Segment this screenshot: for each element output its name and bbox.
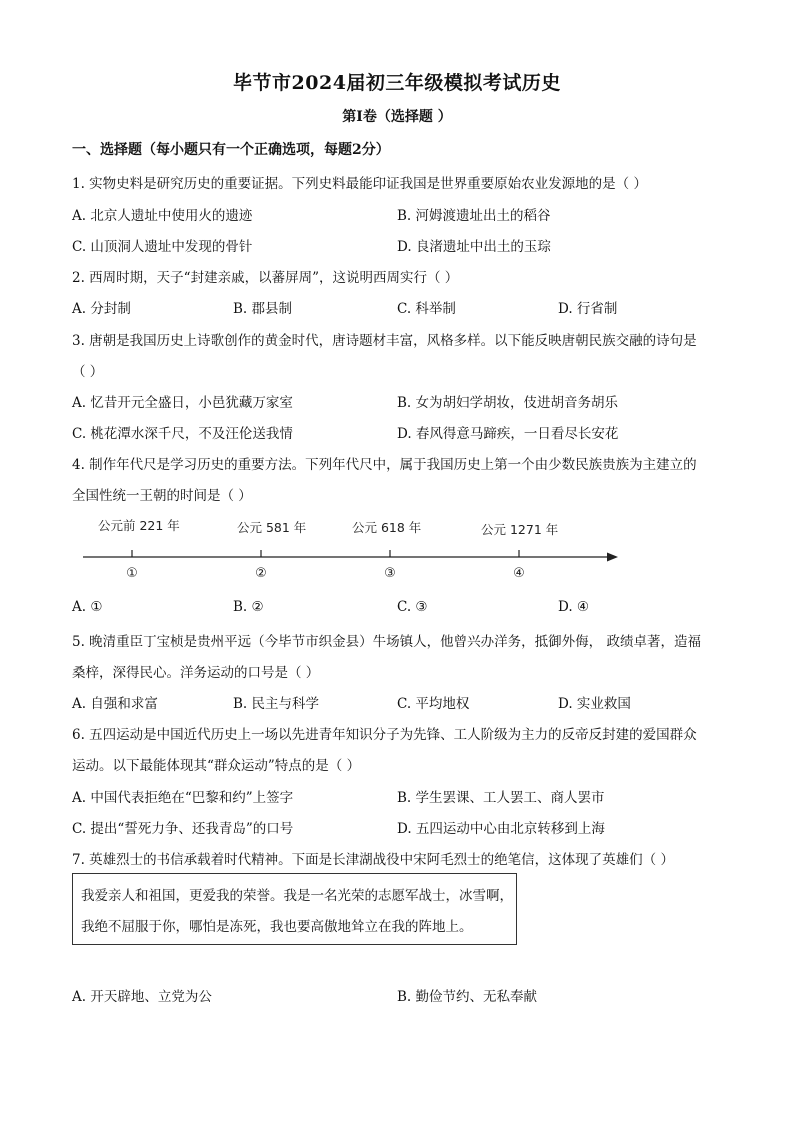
question-5-option-b[interactable]: B. 民主与科学 [233, 696, 320, 712]
question-1-option-a[interactable]: A. 北京人遗址中使用火的遗迹 [72, 208, 253, 224]
quote-line-1: 我爱亲人和祖国，更爱我的荣誉。我是一名光荣的志愿军战士，冰雪啊， [81, 888, 513, 904]
question-2-option-a[interactable]: A. 分封制 [72, 301, 131, 317]
question-7-option-a[interactable]: A. 开天辟地、立党为公 [72, 989, 212, 1005]
question-1-option-c[interactable]: C. 山顶洞人遗址中发现的骨针 [72, 239, 253, 255]
page-title: 毕节市2024届初三年级模拟考试历史 [233, 72, 561, 94]
question-4-option-a[interactable]: A. ① [72, 599, 103, 615]
timeline-label: 公元前 221 年 [98, 518, 180, 533]
question-3-option-b[interactable]: B. 女为胡妇学胡妆，伎进胡音务胡乐 [397, 395, 619, 411]
question-6-option-b[interactable]: B. 学生罢课、工人罢工、商人罢市 [397, 790, 605, 806]
timeline-mark: ① [126, 566, 138, 581]
timeline-label: 公元 618 年 [352, 520, 422, 535]
question-6-option-a[interactable]: A. 中国代表拒绝在“巴黎和约”上签字 [72, 790, 294, 806]
question-2-option-c[interactable]: C. 科举制 [397, 301, 456, 317]
question-6-option-c[interactable]: C. 提出“誓死力争、还我青岛”的口号 [72, 821, 294, 837]
question-1-option-b[interactable]: B. 河姆渡遗址出土的稻谷 [397, 208, 551, 224]
quote-line-2: 我绝不屈服于你，哪怕是冻死，我也要高傲地耸立在我的阵地上。 [81, 919, 473, 935]
question-5-option-d[interactable]: D. 实业救国 [558, 696, 631, 712]
question-3-option-c[interactable]: C. 桃花潭水深千尺，不及汪伦送我情 [72, 426, 293, 442]
timeline-mark: ④ [513, 566, 525, 581]
question-3-option-d[interactable]: D. 春风得意马蹄疾，一日看尽长安花 [397, 426, 619, 442]
question-6-stem-line-1: 6. 五四运动是中国近代历史上一场以先进青年知识分子为先锋、工人阶级为主力的反帝反封建的爱国群众 [72, 727, 697, 743]
question-4-option-c[interactable]: C. ③ [397, 599, 428, 615]
question-4-stem-line-2: 全国性统一王朝的时间是（ ） [72, 488, 252, 504]
question-4-stem-line-1: 4. 制作年代尺是学习历史的重要方法。下列年代尺中，属于我国历史上第一个由少数民族贵族为主建立的 [72, 457, 697, 473]
question-7-stem: 7. 英雄烈士的书信承载着时代精神。下面是长津湖战役中宋阿毛烈士的绝笔信，这体现了英雄们（ ） [72, 852, 674, 868]
question-5-option-c[interactable]: C. 平均地权 [397, 696, 470, 712]
timeline-mark: ③ [384, 566, 396, 581]
question-3-stem-line-2: （ ） [72, 364, 104, 380]
question-3-option-a[interactable]: A. 忆昔开元全盛日，小邑犹藏万家室 [72, 395, 293, 411]
question-5-stem-line-2: 桑梓，深得民心。洋务运动的口号是（ ） [72, 665, 320, 681]
question-7-option-b[interactable]: B. 勤俭节约、无私奉献 [397, 989, 538, 1005]
question-6-option-d[interactable]: D. 五四运动中心由北京转移到上海 [397, 821, 605, 837]
timeline-mark: ② [255, 566, 267, 581]
question-1-stem: 1. 实物史料是研究历史的重要证据。下列史料最能印证我国是世界重要原始农业发源地的是（ ） [72, 176, 647, 192]
question-2-option-d[interactable]: D. 行省制 [558, 301, 618, 317]
question-2-option-b[interactable]: B. 郡县制 [233, 301, 293, 317]
quote-box [72, 873, 517, 945]
timeline-label: 公元 1271 年 [481, 522, 559, 537]
question-1-option-d[interactable]: D. 良渚遗址中出土的玉琮 [397, 239, 551, 255]
question-5-stem-line-1: 5. 晚清重臣丁宝桢是贵州平远（今毕节市织金县）牛场镇人，他曾兴办洋务，抵御外侮， 政绩卓著，造福 [72, 634, 701, 650]
question-5-option-a[interactable]: A. 自强和求富 [72, 696, 158, 712]
section-heading: 一、选择题（每小题只有一个正确选项，每题2分） [72, 142, 390, 158]
timeline-arrow-icon [607, 553, 618, 562]
page-subtitle: 第I卷（选择题 ） [342, 109, 452, 125]
question-3-stem-line-1: 3. 唐朝是我国历史上诗歌创作的黄金时代，唐诗题材丰富，风格多样。以下能反映唐朝民族交融的诗句是 [72, 333, 697, 349]
question-2-stem: 2. 西周时期，天子“封建亲戚，以蕃屏周”，这说明西周实行（ ） [72, 270, 459, 286]
timeline-figure [0, 510, 794, 590]
question-4-option-d[interactable]: D. ④ [558, 599, 590, 615]
timeline-label: 公元 581 年 [237, 520, 307, 535]
question-4-option-b[interactable]: B. ② [233, 599, 264, 615]
question-6-stem-line-2: 运动。以下最能体现其“群众运动”特点的是（ ） [72, 758, 361, 774]
